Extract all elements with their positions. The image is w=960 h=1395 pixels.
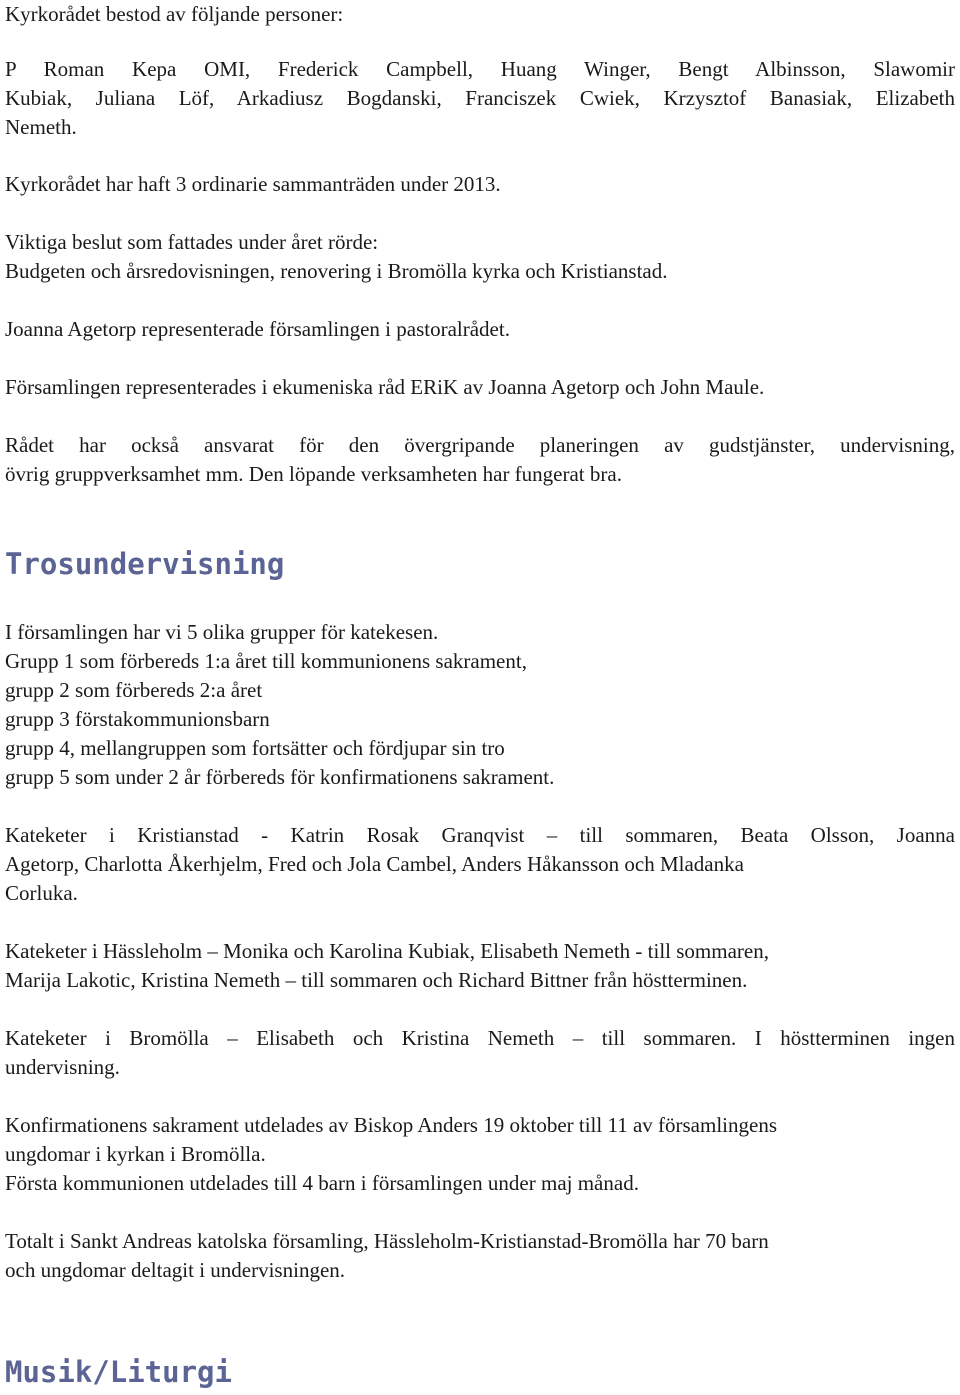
decisions-title: Viktiga beslut som fattades under året rörde: <box>5 230 379 254</box>
confirmation-line-1: Konfirmationens sakrament utdelades av Biskop Anders 19 oktober till 11 av församlingens <box>5 1113 777 1137</box>
confirmation-line-2: ungdomar i kyrkan i Bromölla. <box>5 1142 266 1166</box>
catechists-bromolla-line-1: Kateketer i Bromölla – Elisabeth och Kristina Nemeth – till sommaren. I höstterminen ingen <box>5 1026 955 1050</box>
council-meetings: Kyrkorådet har haft 3 ordinarie sammanträden under 2013. <box>5 172 501 196</box>
council-intro: Kyrkorådet bestod av följande personer: <box>5 2 344 26</box>
council-members-line-1: P Roman Kepa OMI, Frederick Campbell, Huang Winger, Bengt Albinsson, Slawomir <box>5 57 955 81</box>
group-item-4: grupp 4, mellangruppen som fortsätter och fördjupar sin tro <box>5 736 505 760</box>
ecumenical-council-text: Församlingen representerades i ekumeniska råd ERiK av Joanna Agetorp och John Maule. <box>5 375 765 399</box>
catechists-kristianstad-line-3: Corluka. <box>5 881 78 905</box>
catechists-hassleholm-line-2: Marija Lakotic, Kristina Nemeth – till sommaren och Richard Bittner från höstterminen. <box>5 968 748 992</box>
catechists-bromolla-line-2: undervisning. <box>5 1055 120 1079</box>
group-item-3: grupp 3 förstakommunionsbarn <box>5 707 270 731</box>
first-communion-text: Första kommunionen utdelades till 4 barn i församlingen under maj månad. <box>5 1171 639 1195</box>
pastoral-council-text: Joanna Agetorp representerade församlingen i pastoralrådet. <box>5 317 510 341</box>
catechists-kristianstad-line-2: Agetorp, Charlotta Åkerhjelm, Fred och Jola Cambel, Anders Håkansson och Mladanka <box>5 852 744 876</box>
council-members-line-2: Kubiak, Juliana Löf, Arkadiusz Bogdanski, Franciszek Cwiek, Krzysztof Banasiak, Elizabeth <box>5 86 955 110</box>
catechists-kristianstad-line-1: Kateketer i Kristianstad - Katrin Rosak Granqvist – till sommaren, Beata Olsson, Joanna <box>5 823 955 847</box>
group-item-1: Grupp 1 som förbereds 1:a året till kommunionens sakrament, <box>5 649 527 673</box>
group-item-2: grupp 2 som förbereds 2:a året <box>5 678 263 702</box>
responsibility-line-2: övrig gruppverksamhet mm. Den löpande verksamheten har fungerat bra. <box>5 462 622 486</box>
responsibility-line-1: Rådet har också ansvarat för den övergripande planeringen av gudstjänster, undervisning, <box>5 433 955 457</box>
group-item-5: grupp 5 som under 2 år förbereds för konfirmationens sakrament. <box>5 765 555 789</box>
section-heading-catechesis: Trosundervisning <box>5 547 285 581</box>
total-line-2: och ungdomar deltagit i undervisningen. <box>5 1258 346 1282</box>
total-line-1: Totalt i Sankt Andreas katolska församling, Hässleholm-Kristianstad-Bromölla har 70 barn <box>5 1229 769 1253</box>
council-members-line-3: Nemeth. <box>5 115 77 139</box>
catechists-hassleholm-line-1: Kateketer i Hässleholm – Monika och Karolina Kubiak, Elisabeth Nemeth - till sommaren, <box>5 939 769 963</box>
groups-intro: I församlingen har vi 5 olika grupper för katekesen. <box>5 620 439 644</box>
decisions-text: Budgeten och årsredovisningen, renovering i Bromölla kyrka och Kristianstad. <box>5 259 668 283</box>
section-heading-music: Musik/Liturgi <box>5 1355 232 1389</box>
